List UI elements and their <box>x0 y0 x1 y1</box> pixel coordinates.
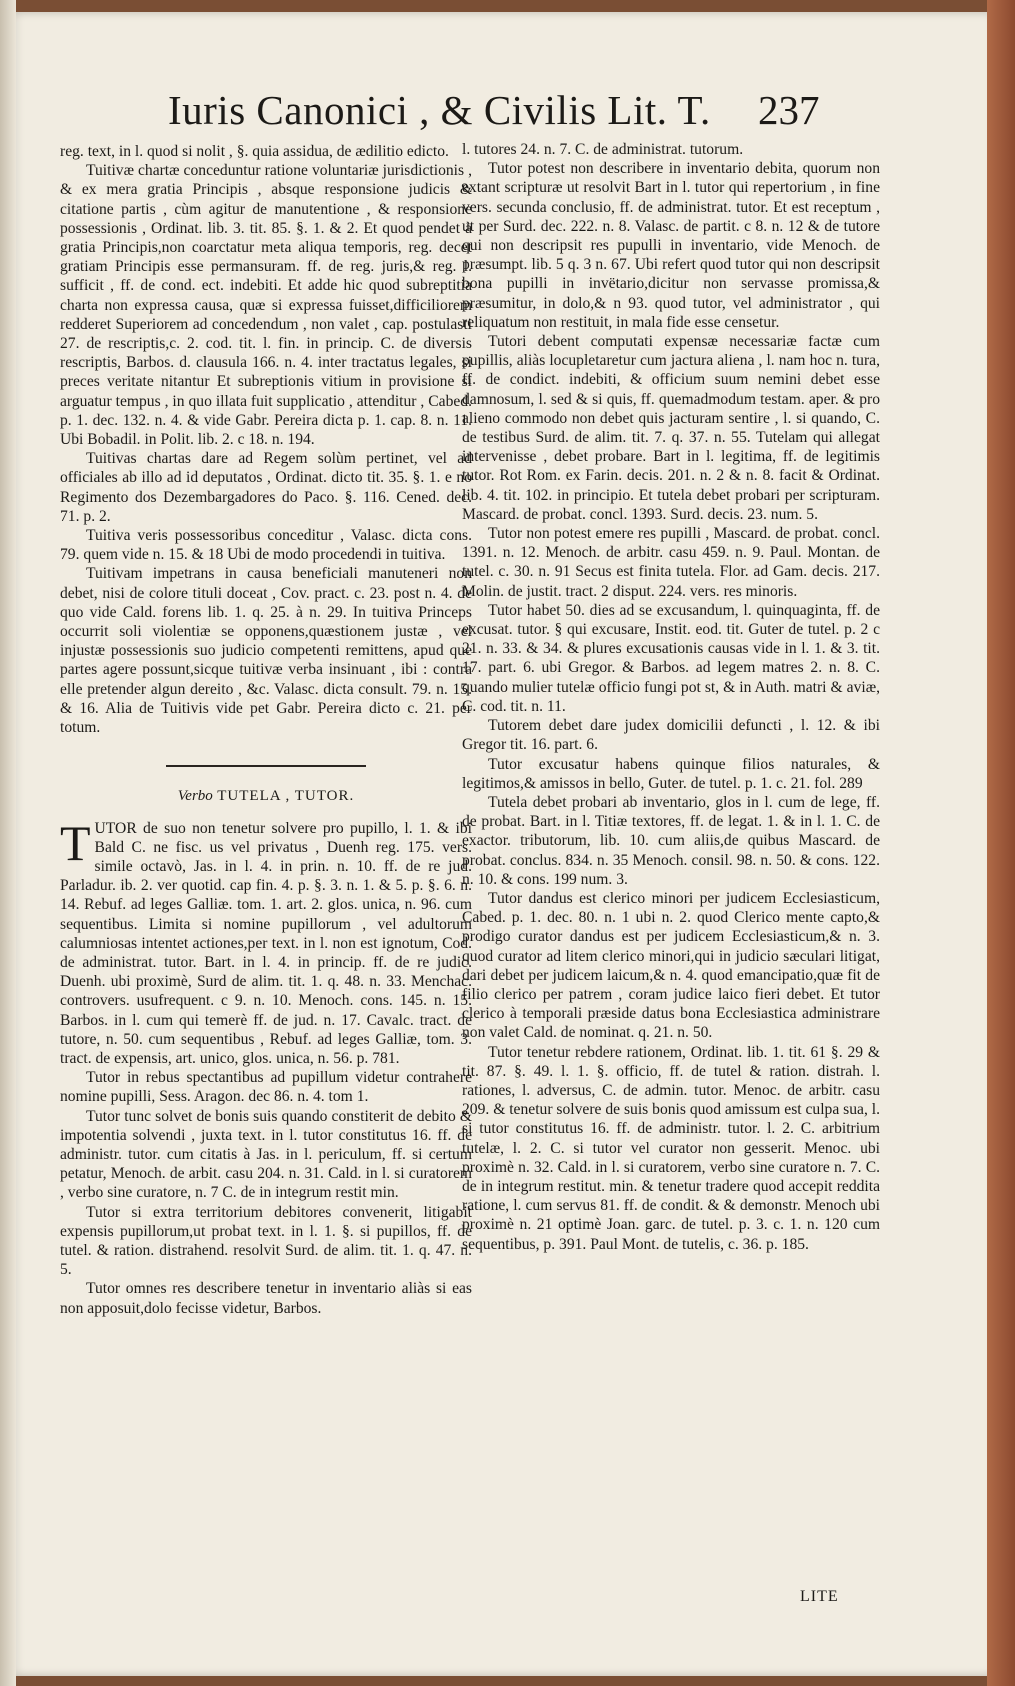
header-title: Iuris Canonici , & Civilis Lit. T. <box>168 87 711 133</box>
paragraph: Tutor omnes res describere tenetur in inventario aliàs si eas non apposuit,dolo fecisse videtur, Barbos. <box>60 1280 472 1317</box>
paragraph: Tuitiva veris possessoribus conceditur , Valasc. dicta cons. 79. quem vide n. 15. & 18 Ubi de modo procedendi in tuitiva. <box>60 527 472 564</box>
paragraph: Tutor in rebus spectantibus ad pupillum videtur contrahere nomine pupilli, Sess. Aragon. dec 86. n. 4. tom 1. <box>60 1069 472 1106</box>
paragraph: Tutor si extra territorium debitores convenerit, litigabit expensis pupillorum,ut probat text. in l. 1. §. si pupillos, ff. de tutel. & ration. distrahend. resolvit Surd. de alim. tit. 1. q. 47. n. 5. <box>60 1203 472 1279</box>
paragraph: Tutor non potest emere res pupilli , Mascard. de probat. concl. 1391. n. 12. Menoch. de arbitr. casu 459. n. 9. Paul. Montan. de tutel. c. 30. n. 91 Secus est finita tutela. Flor. ad Gam. decis. 217. Molin. de justit. tract. 2 disput. 224. vers. res minoris. <box>462 525 880 600</box>
paragraph: Tutor excusatur habens quinque filios naturales, & legitimos,& amissos in bello, Guter. de tutel. p. 1. c. 21. fol. 289 <box>462 755 880 792</box>
section-divider <box>166 765 366 767</box>
paragraph <box>60 814 472 1069</box>
section-heading-words: TUTELA , TUTOR. <box>217 788 355 805</box>
paragraph: Tutor habet 50. dies ad se excusandum, l. quinquaginta, ff. de excusat. tutor. § qui excusare, Instit. eod. tit. Guter de tutel. p. 2 c 21. n. 33. & 34. & plures excusationis causas vide in l. 1. & 3. tit. 17. part. 6. ubi Gregor. & Barbos. ad legem matres 2. n. 8. C. quando mulier tutelæ officio fungi pot st, & in Auth. matri & aviæ, C. cod. tit. n. 11. <box>462 601 880 715</box>
paragraph: Tutori debent computati expensæ necessariæ factæ cum pupillis, aliàs locupletaretur cum jactura aliena , l. nam hoc n. tura, ff. de condict. indebiti, & officium suum nemini debet esse damnosum, l. sed & si quis, ff. quemadmodum testam. aper. & pro alieno commodo non debet quis jacturam sentire , l. si quando, C. de testibus Surd. de alim. tit. 7. q. 37. n. 55. Tutelam qui allegat intervenisse , debet probare. Bart in l. legitima, ff. de legitimis tutor. Rot Rom. ex Farin. decis. 201. n. 2 & n. 8. facit & Ordinat. lib. 4. tit. 102. in principio. Et tutela debet probari per scripturam. Mascard. de probat. concl. 1393. Surd. decis. 23. num. 5. <box>462 333 880 523</box>
page-edge <box>987 0 1015 1686</box>
paragraph: Tuitivam impetrans in causa beneficiali manuteneri non debet, nisi de colore tituli doceat , Cov. pract. c. 23. post n. 4. de quo vide Cald. forens lib. 1. q. 25. à n. 29. In tuitiva Princeps occurrit soli violentiæ se opponens,quæstionem justæ , vel injustæ possessionis suo judicio competenti remittens, apud que partes agere possunt,sicque tuitivæ verba insinuant , ibi : contra elle pretender algun dereito , &c. Valasc. dicta consult. 79. n. 15. & 16. Alia de Tuitivis vide pet Gabr. Pereira dicto c. 21. per totum. <box>60 565 472 737</box>
paragraph: Tutela debet probari ab inventario, glos in l. cum de lege, ff. de probat. Bart. in l. Titiæ textores, ff. de legat. 1. & in l. 1. C. de exactor. tributorum, lib. 10. cum aliis,de quibus Mascard. de probat. conclus. 834. n. 35 Menoch. consil. 98. n. 50. & cons. 122. n. 10. & cons. 199 num. 3. <box>462 793 880 888</box>
paragraph: Tutorem debet dare judex domicilii defuncti , l. 12. & ibi Gregor tit. 16. part. 6. <box>462 717 880 754</box>
paragraph: l. tutores 24. n. 7. C. de administrat. tutorum. <box>462 141 744 158</box>
paragraph-text: UTOR de suo non tenetur solvere pro pupillo, l. 1. & ibi Bald C. ne fisc. us vel privatus , Duenh reg. 175. vers. simile octavò, Jas. in l. 4. in prin. n. 10. ff. de re jud. Parladur. ib. 2. ver quotid. cap fin. 4. p. §. 3. n. 1. & 5. p. §. 6. n. 14. Rebuf. ad leges Galliæ. tom. 1. art. 2. glos. unica, n. 96. cum sequentibus. Limita si nomine pupillorum , vel adultorum calumniosas intentet actiones,per text. in l. non est ignotum, Cod. de administrat. tutor. Bart. in l. 4. in princip. ff. de re judic. Duenh. ubi proximè, Surd de alim. tit. 1. q. 48. n. 33. Menchac. controvers. usufrequent. c 9. n. 10. Menoch. cons. 145. n. 15. Barbos. in l. cum qui temerè ff. de jud. n. 17. Cavalc. tract. de tutore, n. 50. cum sequentibus , Rebuf. ad leges Galliæ, tom. 3. tract. de expensis, art. unico, glos. unica, n. 56. p. 781. <box>60 819 472 1067</box>
catchword: LITE <box>800 1588 839 1605</box>
paragraph: Tutor potest non describere in inventario debita, quorum non extant scripturæ ut resolvit Bart in l. tutor qui repertorium , in fine vers. secunda conclusio, ff. de administrat. tutor. Et est receptum , ut per Surd. dec. 222. n. 8. Valasc. de partit. c 8. n. 12 & de tutore qui non descripsit res pupulli in inventario, vide Menoch. de præsumpt. lib. 5 q. 3 n. 67. Ubi refert quod tutor qui non descripsit bona pupilli in invëtario,dicitur non servasse promissa,& præsumitur, in dolo,& n 93. quod tutor, vel administrator , qui reliquatum non restituit, in mala fide esse censetur. <box>462 160 880 331</box>
page-number: 237 <box>758 87 820 133</box>
paragraph: Tutor tenetur rebdere rationem, Ordinat. lib. 1. tit. 61 §. 29 & tit. 87. §. 49. l. 1. §. officio, ff. de tutel & ration. distrah. l. rationes, l. adversus, C. de admin. tutor. Menoc. de arbitr. casu 209. & tenetur solvere de suis bonis quod amissum est culpa sua, l. si tutor constitutus 16. ff. de administr. tutor. l. 2. C. arbitrium tutelæ, l. 2. C. si tutor vel curator non gesserit. Menoc. ubi proximè n. 32. Cald. in l. si curatorem, verbo sine curatore n. 7. C. de in integrum restitut. min. & tenetur tradere quod accepit reddita ratione, l. cum servus 81. ff. de condit. & & demonstr. Menoch ubi proximè n. 21 optimè Joan. garc. de tutel. p. 3. c. 1. n. 120 cum sequentibus, p. 391. Paul Mont. de tutelis, c. 36. p. 185. <box>462 1043 880 1253</box>
paragraph: Tutor tunc solvet de bonis suis quando constiterit de debito & impotentia solvendi , juxta text. in l. tutor constitutus 16. ff. de administr. tutor. cum citatis à Jas. in l. periculum, ff. si certum petatur, Menoch. de arbit. casu 204. n. 31. Cald. in l. si curatorem , verbo sine curatore, n. 7 C. de in integrum restit min. <box>60 1107 472 1202</box>
paragraph: Tuitivæ chartæ conceduntur ratione voluntariæ jurisdictionis , & ex mera gratia Principis , absque responsione judicis & citatione partis , cùm agitur de manutentione , & responsione possessionis , Ordinat. lib. 3. tit. 85. §. 1. & 2. Et quod pendet à gratia Principis,non coarctatur meta aliqua temporis, reg. decet gratiam Principis esse permansuram. ff. de reg. juris,& reg. l. sufficit , ff. de cond. ect. indebiti. Et adde hic quod subreptitia charta non expressa causa, quæ si expressa fuisset,difficiliorem redderet Superiorem ad concedendum , non valet , cap. postulasti 27. de rescriptis,c. 2. cod. tit. l. fin. in princip. C. de diversis rescriptis, Barbos. d. clausula 166. n. 4. inter tractatus legales, si preces veritate nitantur Et subreptionis vitium in provisione si arguatur tempus , in quo illata fuit supplicatio , attenditur , Cabed. p. 1. dec. 132. n. 4. & vide Gabr. Pereira dicta p. 1. cap. 8. n. 11. Ubi Bobadil. in Polit. lib. 2. c 18. n. 194. <box>60 162 472 449</box>
paragraph: reg. text, in l. quod si nolit , §. quia assidua, de ædilitio edicto. <box>60 143 449 160</box>
left-column <box>60 142 472 1318</box>
section-heading-prefix: Verbo <box>177 788 213 805</box>
right-column <box>462 140 880 1254</box>
page-gutter <box>0 0 16 1686</box>
paragraph: Tuitivas chartas dare ad Regem solùm pertinet, vel ad officiales ab illo ad id deputatos , Ordinat. dicto tit. 35. §. 1. e no Regimento dos Dezembargadores do Paco. §. 116. Cened. dec. 71. p. 2. <box>60 450 472 525</box>
drop-cap: T <box>60 814 91 871</box>
paragraph: Tutor dandus est clerico minori per judicem Ecclesiasticum, Cabed. p. 1. dec. 80. n. 1 ubi n. 2. quod Clerico mente capto,& prodigo curator dandus est per judicem Ecclesiasticum,& n. 3. quod curator ad litem clerico minori,qui in judicio sæculari litigat, dari debet per judicem laicum,& n. 4. quod emancipatio,quæ fit de filio clerico per patrem , coram judice laico fieri debet. Et tutor clerico à temporali præside datus bona Ecclesiastica administrare non valet Cald. de nominat. q. 21. n. 50. <box>462 889 880 1042</box>
running-header <box>168 86 848 142</box>
section-heading <box>60 787 472 806</box>
